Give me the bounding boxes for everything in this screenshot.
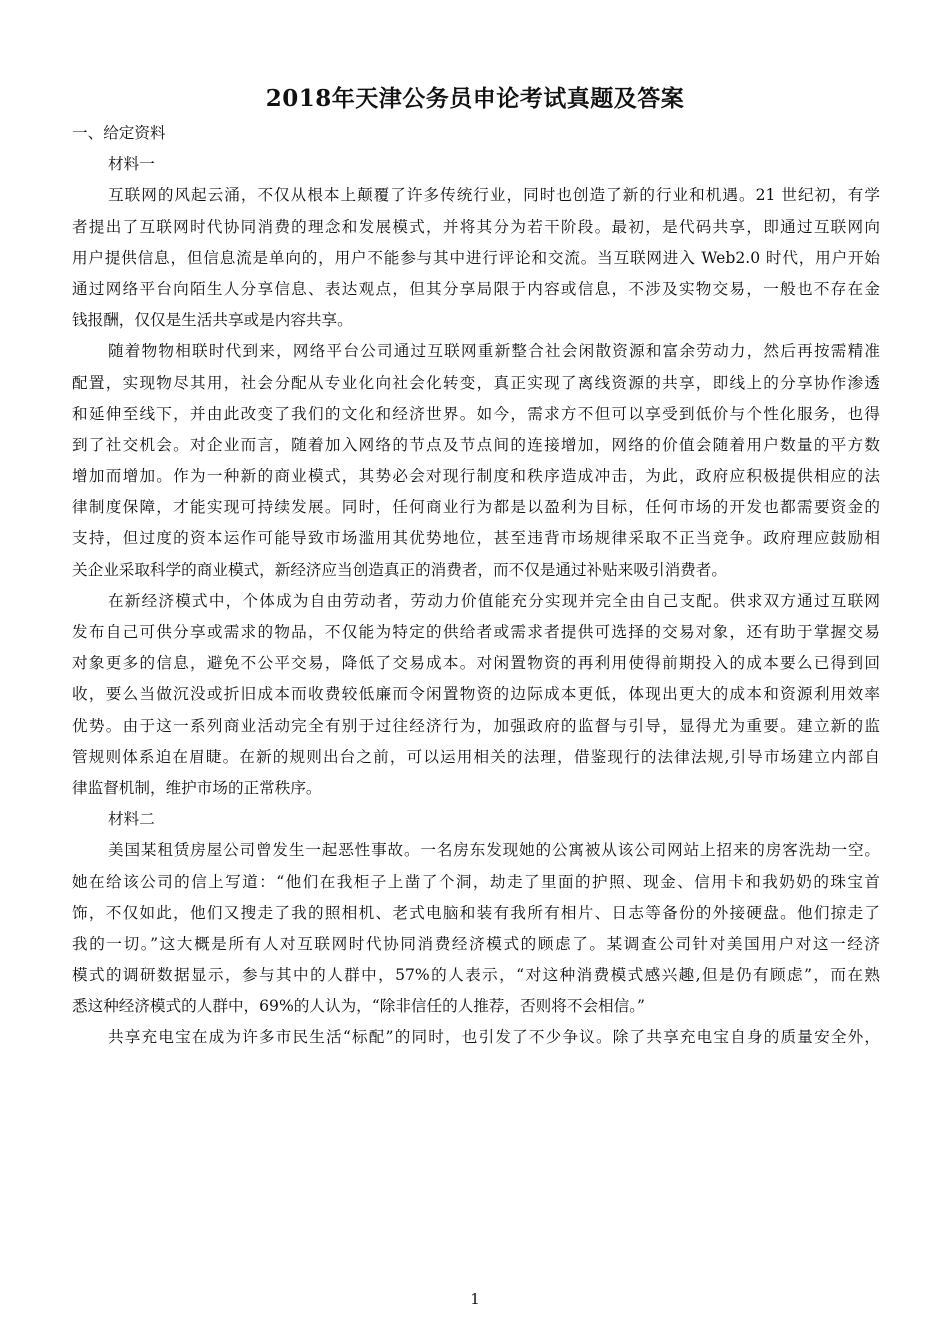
- text-line: 我的一切。”这大概是所有人对互联网时代协同消费经济模式的顾虑了。某调查公司针对美国用户对这一经济: [72, 934, 880, 953]
- text-line: 用户提供信息，但信息流是单向的，用户不能参与其中进行评论和交流。当互联网进入 Web2.0 时代，用户开始: [72, 248, 880, 267]
- text-line: 支持，但过度的资本运作可能导致市场滥用其优势地位，甚至违背市场规律采取不正当竞争。政府理应鼓励相: [72, 529, 880, 548]
- section-heading: 一、给定资料: [72, 124, 166, 142]
- text-line: 收，要么当做沉没或折旧成本而收费较低廉而令闲置物资的边际成本更低，体现出更大的成本和资源利用效率: [72, 685, 880, 704]
- paragraph: [72, 591, 880, 798]
- text-line: 在新经济模式中，个体成为自由劳动者，劳动力价值能充分实现并完全由自己支配。供求双方通过互联网: [108, 591, 880, 610]
- paragraph: [72, 341, 880, 579]
- text-line: 互联网的风起云涌，不仅从根本上颠覆了许多传统行业，同时也创造了新的行业和机遇。21 世纪初，有学: [108, 186, 880, 205]
- text-line: 关企业采取科学的商业模式，新经济应当创造真正的消费者，而不仅是通过补贴来吸引消费者。: [72, 560, 727, 579]
- text-line: 随着物物相联时代到来，网络平台公司通过互联网重新整合社会闲散资源和富余劳动力，然后再按需精准: [108, 342, 880, 361]
- text-line: 美国某租赁房屋公司曾发生一起恶性事故。一名房东发现她的公寓被从该公司网站上招来的房客洗劫一空。: [108, 841, 880, 860]
- material-label: 材料一: [108, 155, 155, 174]
- text-line: 共享充电宝在成为许多市民生活“标配”的同时，也引发了不少争议。除了共享充电宝自身的质量安全外，: [108, 1028, 880, 1047]
- paragraph: [72, 840, 880, 1016]
- text-line: 配置，实现物尽其用，社会分配从专业化向社会化转变，真正实现了离线资源的共享，即线上的分享协作渗透: [72, 373, 880, 392]
- text-line: 对象更多的信息，避免不公平交易，降低了交易成本。对闲置物资的再利用使得前期投入的成本要么已得到回: [72, 654, 880, 673]
- text-line: 律监督机制，维护市场的正常秩序。: [72, 778, 322, 797]
- document-title: 2018年天津公务员申论考试真题及答案: [265, 85, 685, 112]
- text-line: 优势。由于这一系列商业活动完全有别于过往经济行为，加强政府的监督与引导，显得尤为重要。建立新的监: [72, 716, 880, 735]
- document-body: [72, 123, 880, 1059]
- text-line: 增加而增加。作为一种新的商业模式，其势必会对现行制度和秩序造成冲击，为此，政府应积极提供相应的法: [72, 467, 880, 486]
- text-line: 和延伸至线下，并由此改变了我们的文化和经济世界。如今，需求方不但可以享受到低价与个性化服务，也得: [72, 404, 880, 423]
- page-number: 1: [470, 1290, 480, 1308]
- text-line: 通过网络平台向陌生人分享信息、表达观点，但其分享局限于内容或信息，不涉及实物交易，一般也不存在金: [72, 279, 880, 298]
- text-line: 饰，不仅如此，他们又搜走了我的照相机、老式电脑和装有我所有相片、日志等备份的外接硬盘。他们掠走了: [72, 903, 880, 922]
- text-line: 钱报酬，仅仅是生活共享或是内容共享。: [72, 311, 353, 330]
- text-line: 者提出了互联网时代协同消费的理念和发展模式，并将其分为若干阶段。最初，是代码共享，即通过互联网向: [72, 217, 880, 236]
- paragraph: [72, 185, 880, 330]
- text-line: 悉这种经济模式的人群中，69%的人认为，“除非信任的人推荐，否则将不会相信。”: [72, 997, 645, 1016]
- text-line: 到了社交机会。对企业而言，随着加入网络的节点及节点间的连接增加，网络的价值会随着用户数量的平方数: [72, 435, 880, 454]
- paragraph: [72, 1027, 880, 1047]
- text-line: 模式的调研数据显示，参与其中的人群中，57%的人表示，“对这种消费模式感兴趣,但是仍有顾虑”，而在熟: [72, 966, 880, 985]
- text-line: 律制度保障，才能实现可持续发展。同时，任何商业行为都是以盈利为目标，任何市场的开发也都需要资金的: [72, 498, 880, 517]
- text-line: 她在给该公司的信上写道：“他们在我柜子上凿了个洞，劫走了里面的护照、现金、信用卡和我奶奶的珠宝首: [72, 872, 880, 891]
- text-line: 发布自己可供分享或需求的物品，不仅能为特定的供给者或需求者提供可选择的交易对象，还有助于掌握交易: [72, 623, 880, 641]
- material-label: 材料二: [108, 810, 155, 829]
- text-line: 管规则体系迫在眉睫。在新的规则出台之前，可以运用相关的法理，借鉴现行的法律法规,引导市场建立内部自: [72, 747, 880, 766]
